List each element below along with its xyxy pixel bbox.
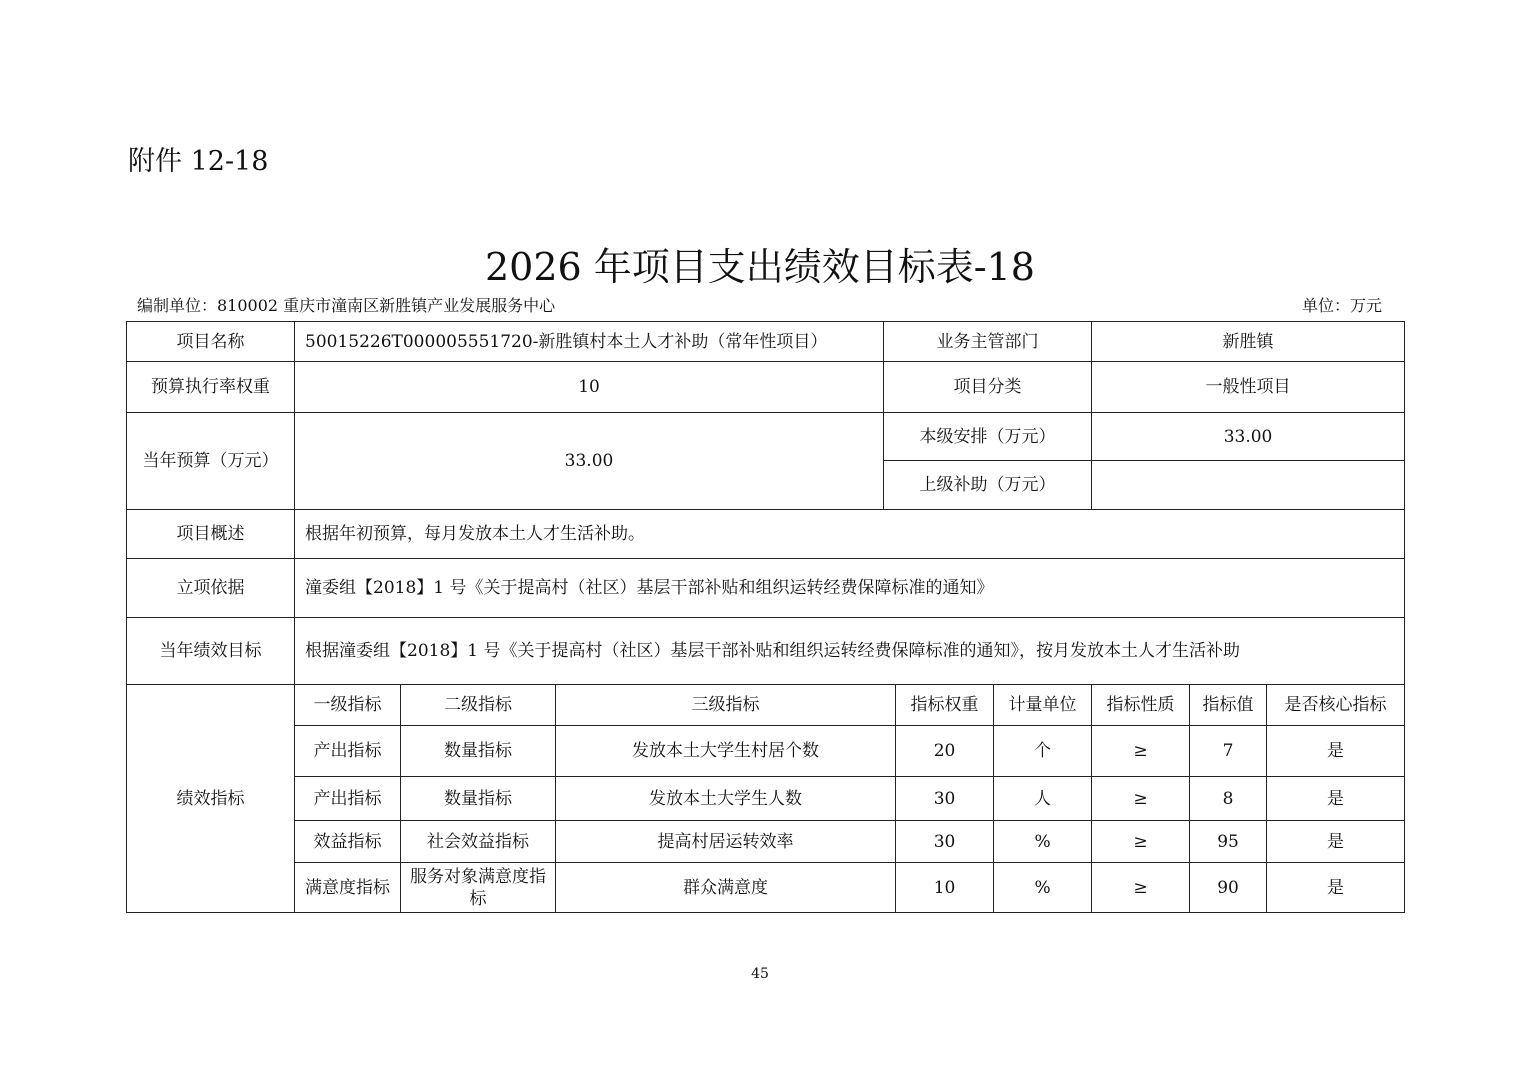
- indicators-label: 绩效指标: [127, 685, 295, 913]
- cell-level2: 服务对象满意度指标: [401, 863, 556, 913]
- cell-value: 7: [1190, 726, 1267, 777]
- cell-nature: ≥: [1092, 777, 1190, 821]
- performance-table: [126, 321, 1405, 913]
- compiling-unit: 编制单位：810002 重庆市潼南区新胜镇产业发展服务中心: [137, 296, 556, 315]
- cell-core: 是: [1267, 777, 1405, 821]
- project-name-label: 项目名称: [127, 322, 295, 362]
- cell-level2: 数量指标: [401, 726, 556, 777]
- table-row: [127, 863, 1405, 913]
- page-number: 45: [751, 966, 769, 982]
- cell-unit: %: [994, 821, 1092, 863]
- cell-value: 8: [1190, 777, 1267, 821]
- project-name-value: 50015226T000005551720-新胜镇村本土人才补助（常年性项目）: [295, 322, 884, 362]
- cell-weight: 30: [896, 777, 994, 821]
- header-unit: 计量单位: [994, 685, 1092, 726]
- category-label: 项目分类: [884, 362, 1092, 413]
- header-level2: 二级指标: [401, 685, 556, 726]
- weight-value: 10: [295, 362, 884, 413]
- goal-label: 当年绩效目标: [127, 618, 295, 685]
- basis-value: 潼委组【2018】1 号《关于提高村（社区）基层干部补贴和组织运转经费保障标准的通知》: [295, 559, 1405, 618]
- local-funds-value: 33.00: [1092, 413, 1405, 461]
- cell-unit: %: [994, 863, 1092, 913]
- cell-level2: 数量指标: [401, 777, 556, 821]
- upper-funds-value: [1092, 461, 1405, 510]
- dept-label: 业务主管部门: [884, 322, 1092, 362]
- weight-label: 预算执行率权重: [127, 362, 295, 413]
- goal-value: 根据潼委组【2018】1 号《关于提高村（社区）基层干部补贴和组织运转经费保障标准的通知》，按月发放本土人才生活补助: [295, 618, 1405, 685]
- cell-weight: 10: [896, 863, 994, 913]
- cell-nature: ≥: [1092, 726, 1190, 777]
- basis-label: 立项依据: [127, 559, 295, 618]
- cell-unit: 人: [994, 777, 1092, 821]
- page-title: 2026 年项目支出绩效目标表-18: [485, 245, 1035, 289]
- cell-core: 是: [1267, 726, 1405, 777]
- cell-core: 是: [1267, 863, 1405, 913]
- header-value: 指标值: [1190, 685, 1267, 726]
- cell-level1: 产出指标: [295, 726, 401, 777]
- cell-core: 是: [1267, 821, 1405, 863]
- cell-level1: 效益指标: [295, 821, 401, 863]
- cell-nature: ≥: [1092, 821, 1190, 863]
- header-level1: 一级指标: [295, 685, 401, 726]
- local-funds-label: 本级安排（万元）: [884, 413, 1092, 461]
- cell-unit: 个: [994, 726, 1092, 777]
- overview-label: 项目概述: [127, 510, 295, 559]
- cell-level3: 群众满意度: [556, 863, 896, 913]
- budget-label: 当年预算（万元）: [127, 413, 295, 510]
- upper-funds-label: 上级补助（万元）: [884, 461, 1092, 510]
- header-core: 是否核心指标: [1267, 685, 1405, 726]
- cell-level3: 提高村居运转效率: [556, 821, 896, 863]
- overview-value: 根据年初预算，每月发放本土人才生活补助。: [295, 510, 1405, 559]
- header-weight: 指标权重: [896, 685, 994, 726]
- cell-level3: 发放本土大学生村居个数: [556, 726, 896, 777]
- attachment-label: 附件 12-18: [128, 146, 269, 177]
- currency-unit: 单位：万元: [1301, 296, 1382, 315]
- cell-level2: 社会效益指标: [401, 821, 556, 863]
- cell-weight: 30: [896, 821, 994, 863]
- cell-level3: 发放本土大学生人数: [556, 777, 896, 821]
- cell-weight: 20: [896, 726, 994, 777]
- category-value: 一般性项目: [1092, 362, 1405, 413]
- table-row: [127, 821, 1405, 863]
- header-nature: 指标性质: [1092, 685, 1190, 726]
- cell-value: 95: [1190, 821, 1267, 863]
- cell-nature: ≥: [1092, 863, 1190, 913]
- cell-level1: 产出指标: [295, 777, 401, 821]
- table-row: [127, 726, 1405, 777]
- header-level3: 三级指标: [556, 685, 896, 726]
- cell-value: 90: [1190, 863, 1267, 913]
- budget-value: 33.00: [295, 413, 884, 510]
- table-row: [127, 777, 1405, 821]
- cell-level1: 满意度指标: [295, 863, 401, 913]
- dept-value: 新胜镇: [1092, 322, 1405, 362]
